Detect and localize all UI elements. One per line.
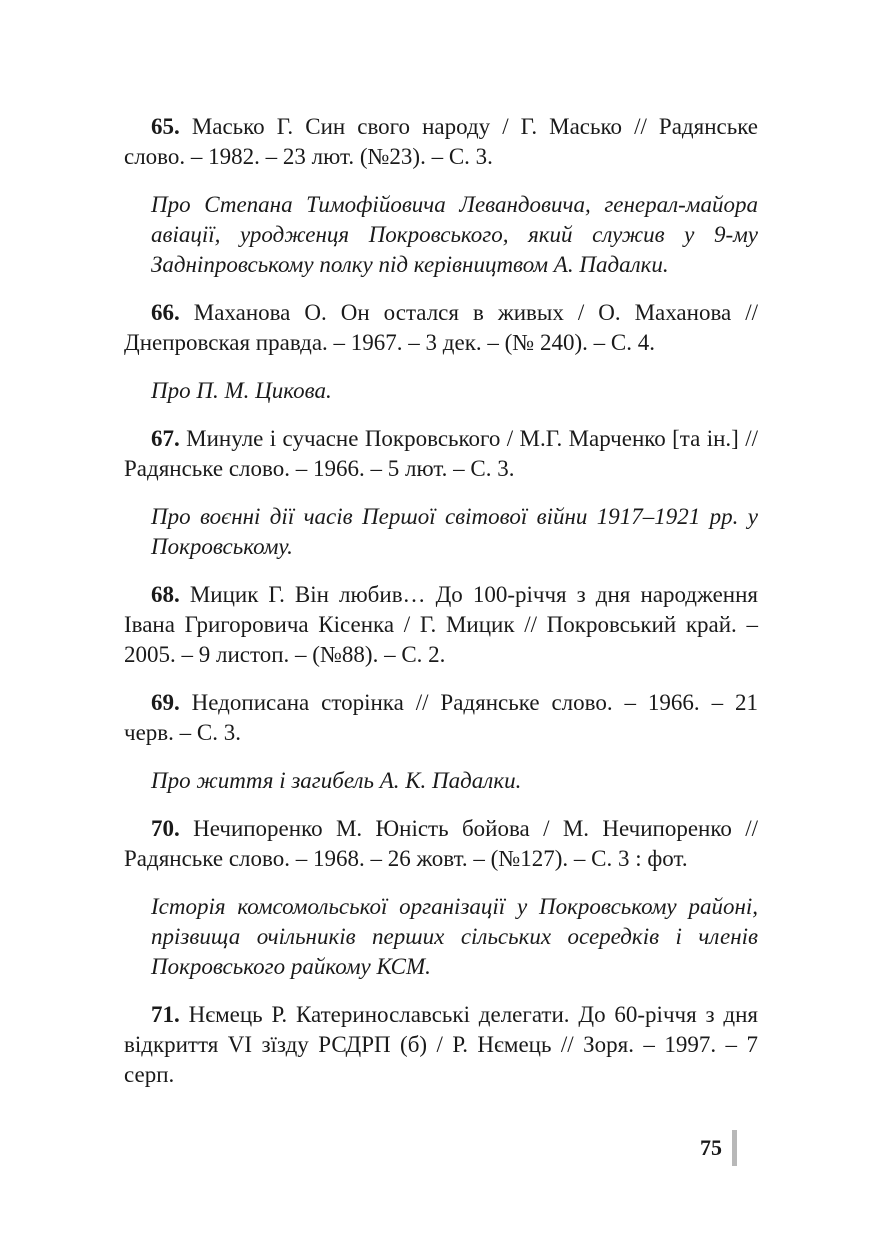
bibliography-entry: [124, 1000, 758, 1090]
entry-citation: Недописана сторінка // Радянське слово. – 1966. – 21 черв. – С. 3.: [124, 690, 758, 745]
entry-number: 66.: [151, 300, 180, 325]
entry-number: 71.: [151, 1002, 180, 1027]
bibliography-entry: [124, 814, 758, 874]
bibliography-entry: [124, 688, 758, 748]
bibliography-entry: [124, 298, 758, 358]
entry-citation: Нємець Р. Катеринославські делегати. До 60-річчя з дня відкриття VI зїзду РСДРП (б) / Р. Нємець // Зоря. – 1997. – 7 серп.: [124, 1002, 759, 1087]
page-body: [124, 112, 758, 1090]
page-footer: [700, 1130, 737, 1166]
page-number: 75: [700, 1135, 722, 1160]
bibliography-entry: [124, 112, 758, 172]
entry-annotation: Про воєнні дії часів Першої світової війни 1917–1921 рр. у Покровському.: [151, 504, 758, 559]
entry-citation: Масько Г. Син свого народу / Г. Масько // Радянське слово. – 1982. – 23 лют. (№23). – С. 3.: [124, 114, 759, 169]
entry-number: 65.: [151, 114, 180, 139]
entry-citation: Минуле і сучасне Покровського / М.Г. Марченко [та ін.] // Радянське слово. – 1966. – 5 лют. – С. 3.: [124, 426, 758, 481]
entry-citation: Маханова О. Он остался в живых / О. Маханова // Днепровская правда. – 1967. – 3 дек. – (№ 240). – С. 4.: [124, 300, 758, 355]
page-edge-rule: [732, 1130, 737, 1166]
entry-number: 69.: [151, 690, 180, 715]
entry-number: 68.: [151, 582, 180, 607]
bibliography-entry: [124, 580, 758, 670]
entry-citation: Нечипоренко М. Юність бойова / М. Нечипоренко // Радянське слово. – 1968. – 26 жовт. – (№127). – С. 3 : фот.: [124, 816, 759, 871]
bibliography-entry: [124, 424, 758, 484]
entry-number: 67.: [151, 426, 180, 451]
entry-annotation: Про П. М. Цикова.: [151, 378, 332, 403]
entry-number: 70.: [151, 816, 180, 841]
entry-annotation: Про життя і загибель А. К. Падалки.: [151, 768, 522, 793]
entry-citation: Мицик Г. Він любив… До 100-річчя з дня народження Івана Григоровича Кісенка / Г. Мицик // Покровський край. – 2005. – 9 листоп. – (№88). – С. 2.: [124, 582, 758, 667]
entry-annotation: Про Степана Тимофійовича Левандовича, генерал-майора авіації, уродженця Покровського, який служив у 9-му Задніпровському полку під керівництвом А. Падалки.: [151, 192, 758, 277]
entry-annotation: Історія комсомольської організації у Покровському районі, прізвища очільників перших сільських осередків і членів Покровського райкому КСМ.: [151, 894, 758, 979]
